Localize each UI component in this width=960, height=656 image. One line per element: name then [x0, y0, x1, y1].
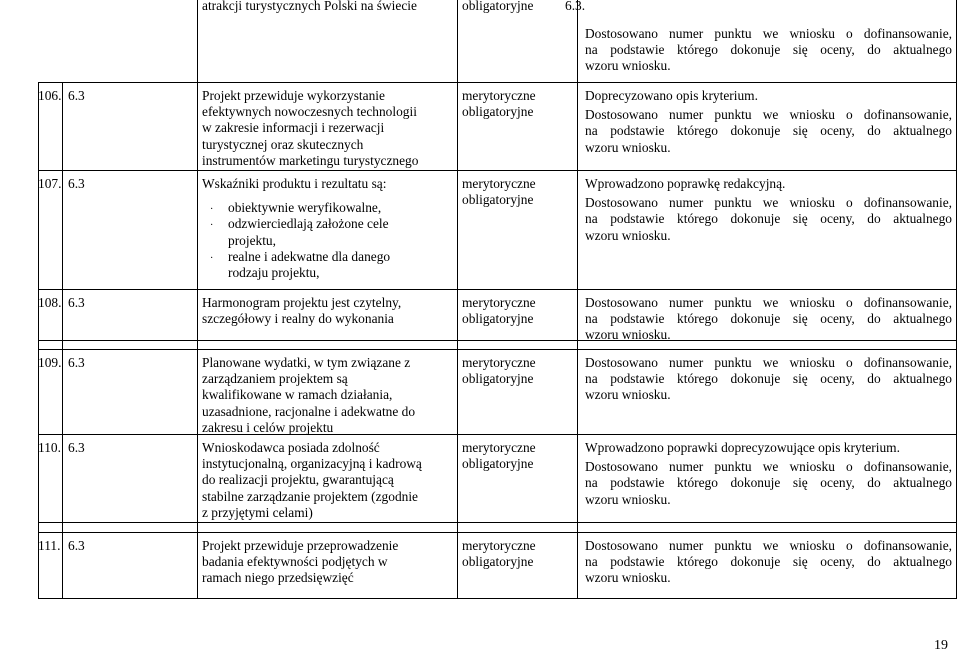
comment-text: Dostosowano numer punktu we wniosku o dofinansowanie,	[585, 295, 952, 310]
comment-text: na podstawie którego dokonuje się oceny, do aktualnego	[585, 475, 952, 491]
criterion-type: merytoryczne	[462, 295, 536, 310]
comment-text: Dostosowano numer punktu we wniosku o dofinansowanie,	[585, 538, 952, 553]
criterion-type: obligatoryjne	[462, 104, 534, 120]
row-number: 107.	[38, 176, 62, 191]
table-border-h	[38, 289, 957, 290]
section-reference: 6.3.	[565, 0, 586, 13]
row-number: 111.	[38, 538, 61, 553]
table-border-v	[62, 82, 63, 599]
comment-note: Wprowadzono poprawki doprecyzowujące opis kryterium.	[585, 440, 900, 455]
comment-text: wzoru wniosku.	[585, 327, 671, 343]
criterion-type: obligatoryjne	[462, 311, 534, 327]
criterion-type: obligatoryjne	[462, 192, 534, 208]
row-number: 110.	[38, 440, 61, 455]
criterion-text: uzasadnione, racjonalne i adekwatne do	[202, 403, 416, 419]
comment-text: na podstawie którego dokonuje się oceny, do aktualnego	[585, 371, 952, 387]
criterion-text: zakresu i celów projektu	[202, 419, 334, 435]
criterion-text: z przyjętymi celami)	[202, 504, 313, 520]
criterion-type: obligatoryjne	[462, 0, 534, 13]
criterion-text: efektywnych nowoczesnych technologii	[202, 104, 417, 120]
comment-text: wzoru wniosku.	[585, 58, 671, 74]
row-reference: 6.3	[68, 176, 85, 191]
comment-text: Dostosowano numer punktu we wniosku o dofinansowanie,	[585, 195, 952, 211]
criterion-text: badania efektywności podjętych w	[202, 554, 388, 570]
comment-note: Wprowadzono poprawkę redakcyjną.	[585, 176, 786, 191]
row-reference: 6.3	[68, 295, 85, 310]
criterion-text: Planowane wydatki, w tym związane z	[202, 355, 411, 370]
comment-text: Dostosowano numer punktu we wniosku o dofinansowanie,	[585, 459, 952, 475]
criterion-text: zarządzaniem projektem są	[202, 371, 348, 387]
comment-text: Dostosowano numer punktu we wniosku o dofinansowanie,	[585, 355, 952, 370]
bullet-marker: ·	[210, 204, 214, 216]
row-reference: 6.3	[68, 355, 85, 370]
table-border-v	[956, 0, 957, 599]
comment-text: Dostosowano numer punktu we wniosku o dofinansowanie,	[585, 26, 952, 41]
bullet-marker: ·	[210, 252, 214, 264]
comment-text: wzoru wniosku.	[585, 570, 671, 586]
criterion-bullet-text: obiektywnie weryfikowalne,	[228, 200, 382, 216]
table-border-h	[38, 170, 957, 171]
table-border-v	[38, 82, 39, 599]
comment-text: na podstawie którego dokonuje się oceny, do aktualnego	[585, 42, 952, 58]
row-number: 108.	[38, 295, 62, 310]
criterion-type: obligatoryjne	[462, 456, 534, 472]
bullet-marker: ·	[210, 220, 214, 232]
row-number: 106.	[38, 88, 62, 103]
criterion-bullet-text: realne i adekwatne dla danego	[228, 248, 391, 264]
table-border-v	[457, 0, 458, 599]
table-border-h	[38, 598, 957, 599]
comment-text: na podstawie którego dokonuje się oceny, do aktualnego	[585, 211, 952, 227]
criterion-text: ramach niego przedsięwzięć	[202, 570, 354, 586]
row-reference: 6.3	[68, 88, 85, 103]
page-number: 19	[934, 638, 948, 653]
criterion-text: Harmonogram projektu jest czytelny,	[202, 295, 402, 310]
criterion-text: w zakresie informacji i rezerwacji	[202, 120, 385, 136]
criterion-text: Projekt przewiduje wykorzystanie	[202, 88, 385, 103]
criterion-text: do realizacji projektu, gwarantującą	[202, 472, 394, 488]
comment-text: na podstawie którego dokonuje się oceny, do aktualnego	[585, 554, 952, 570]
criterion-type: obligatoryjne	[462, 554, 534, 570]
table-border-h	[38, 522, 957, 523]
criterion-type: merytoryczne	[462, 440, 536, 455]
criterion-bullet-text: projektu,	[228, 232, 276, 248]
criterion-text: Wskaźniki produktu i rezultatu są:	[202, 176, 387, 191]
comment-text: Dostosowano numer punktu we wniosku o dofinansowanie,	[585, 107, 952, 123]
table-border-h	[38, 349, 957, 350]
criterion-bullet-text: odzwierciedlają założone cele	[228, 216, 389, 232]
table-border-h	[38, 434, 957, 435]
criterion-text: kwalifikowane w ramach działania,	[202, 387, 393, 403]
comment-text: wzoru wniosku.	[585, 491, 671, 507]
comment-text: wzoru wniosku.	[585, 227, 671, 243]
criterion-text: instrumentów marketingu turystycznego	[202, 152, 419, 168]
criterion-type: merytoryczne	[462, 176, 536, 191]
row-number: 109.	[38, 355, 62, 370]
criterion-type: merytoryczne	[462, 538, 536, 553]
criterion-bullet-text: rodzaju projektu,	[228, 265, 320, 280]
criterion-text: Projekt przewiduje przeprowadzenie	[202, 538, 399, 553]
criterion-type: merytoryczne	[462, 355, 536, 370]
table-border-h	[38, 82, 957, 83]
criterion-text: Wnioskodawca posiada zdolność	[202, 440, 380, 455]
table-border-v	[197, 0, 198, 599]
row-reference: 6.3	[68, 440, 85, 455]
criterion-text: szczegółowy i realny do wykonania	[202, 311, 394, 327]
comment-text: na podstawie którego dokonuje się oceny, do aktualnego	[585, 123, 952, 139]
row-reference: 6.3	[68, 538, 85, 553]
table-border-h	[38, 340, 957, 341]
criterion-text: atrakcji turystycznych Polski na świecie	[202, 0, 417, 13]
table-border-h	[38, 532, 957, 533]
comment-text: wzoru wniosku.	[585, 387, 671, 403]
table-border-v	[577, 0, 578, 599]
criterion-text: turystycznej oraz skutecznych	[202, 136, 364, 152]
criterion-text: instytucjonalną, organizacyjną i kadrową	[202, 456, 422, 472]
comment-text: na podstawie którego dokonuje się oceny, do aktualnego	[585, 311, 952, 327]
comment-note: Doprecyzowano opis kryterium.	[585, 88, 758, 103]
criterion-type: obligatoryjne	[462, 371, 534, 387]
criterion-type: merytoryczne	[462, 88, 536, 103]
criterion-text: stabilne zarządzanie projektem (zgodnie	[202, 488, 419, 504]
comment-text: wzoru wniosku.	[585, 139, 671, 155]
